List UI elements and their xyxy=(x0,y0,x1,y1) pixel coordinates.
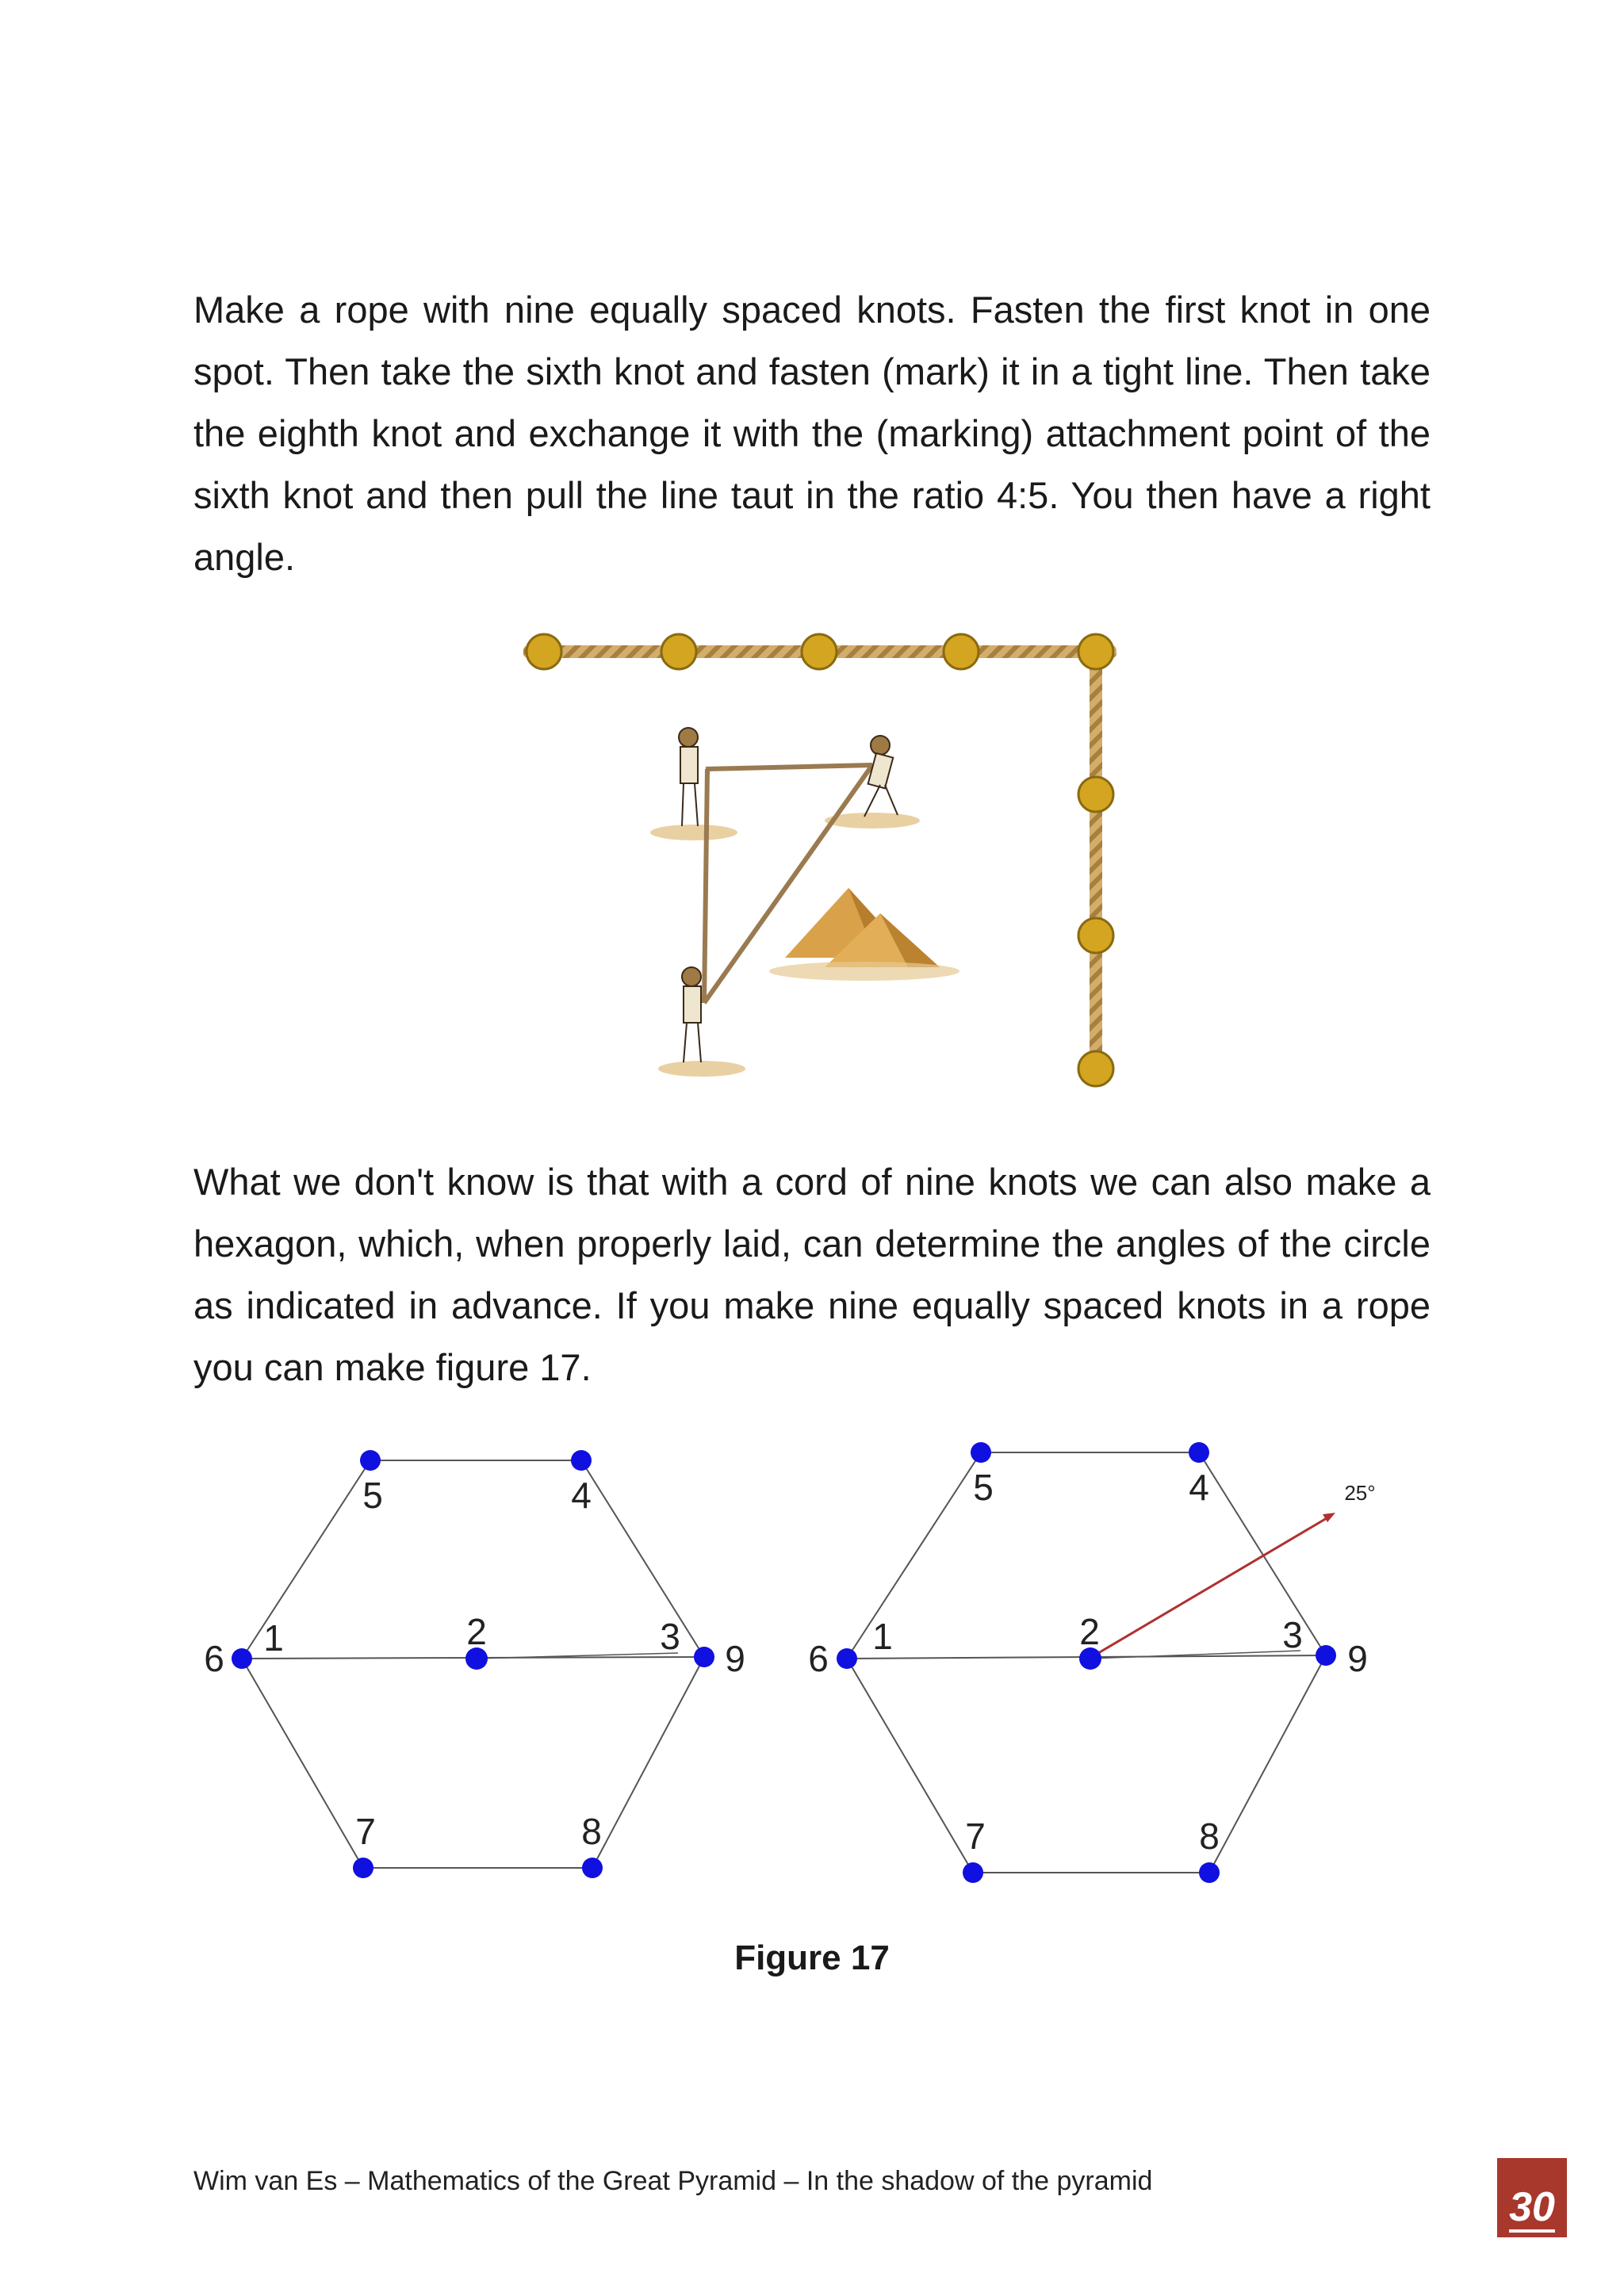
egyptian-figure xyxy=(864,736,898,817)
rope-knot xyxy=(527,634,561,669)
hexagon-right xyxy=(808,1442,1375,1883)
rope-vertical xyxy=(1090,650,1102,1086)
egyptian-figure xyxy=(679,728,698,826)
knot-4 xyxy=(1189,1442,1209,1463)
label-9: 9 xyxy=(1347,1638,1368,1679)
paragraph-hexagon: What we don't know is that with a cord of nine knots we can also make a hexagon, which, when properly laid, can determine the angles of the circle as indicated in advance. If you make nine equally spaced knots in a rope you can make figure 17. xyxy=(193,1161,1431,1388)
rope-knot xyxy=(1078,634,1113,669)
label-7: 7 xyxy=(965,1816,986,1857)
label-5: 5 xyxy=(973,1467,994,1508)
angle-label: 25° xyxy=(1344,1481,1376,1505)
label-4: 4 xyxy=(571,1475,592,1516)
egyptian-figure xyxy=(682,967,701,1062)
rope-knot xyxy=(802,634,837,669)
knot-8 xyxy=(582,1858,603,1878)
knot-7 xyxy=(353,1858,373,1878)
label-3: 3 xyxy=(660,1616,680,1657)
label-6: 6 xyxy=(204,1638,224,1679)
label-2: 2 xyxy=(1079,1611,1100,1652)
page-number-badge xyxy=(1497,2158,1567,2237)
page-number: 30 xyxy=(1509,2185,1555,2233)
knot-7 xyxy=(963,1862,983,1883)
label-5: 5 xyxy=(362,1475,383,1516)
label-1: 1 xyxy=(872,1616,893,1657)
label-8: 8 xyxy=(581,1811,602,1852)
label-3: 3 xyxy=(1282,1614,1303,1655)
rope-knot xyxy=(661,634,696,669)
rope-knot xyxy=(944,634,979,669)
label-8: 8 xyxy=(1199,1816,1220,1857)
knot-4 xyxy=(571,1450,592,1471)
label-7: 7 xyxy=(355,1811,376,1852)
pyramid-drawing xyxy=(769,888,959,981)
hexagon-figure-17 xyxy=(0,1411,1624,1903)
label-2: 2 xyxy=(466,1611,487,1652)
knot-9 xyxy=(1316,1645,1336,1666)
figure-caption: Figure 17 xyxy=(734,1938,890,1977)
knot-5 xyxy=(360,1450,381,1471)
rope-knot xyxy=(1078,1051,1113,1086)
paragraph-rope-knots: Make a rope with nine equally spaced knots. Fasten the first knot in one spot. Then take the sixth knot and fasten (mark) it in a tight line. Then take the eighth knot and exchange it with the (marking) attachment point of the sixth knot and then pull the line taut in the ratio 4:5. You then have a right angle. xyxy=(193,289,1431,578)
knot-9 xyxy=(694,1647,714,1667)
knot-6 xyxy=(232,1648,252,1669)
page-footer: Wim van Es – Mathematics of the Great Pyramid – In the shadow of the pyramid xyxy=(193,2166,1153,2196)
knot-8 xyxy=(1199,1862,1220,1883)
hexagon-left xyxy=(204,1450,745,1878)
rope-knot xyxy=(1078,777,1113,812)
label-4: 4 xyxy=(1189,1467,1209,1508)
label-9: 9 xyxy=(725,1638,745,1679)
rope-pyramid-illustration xyxy=(508,618,1126,1110)
label-6: 6 xyxy=(808,1638,829,1679)
label-1: 1 xyxy=(263,1617,284,1659)
knot-6 xyxy=(837,1648,857,1669)
rope-knot xyxy=(1078,918,1113,953)
knot-5 xyxy=(971,1442,991,1463)
